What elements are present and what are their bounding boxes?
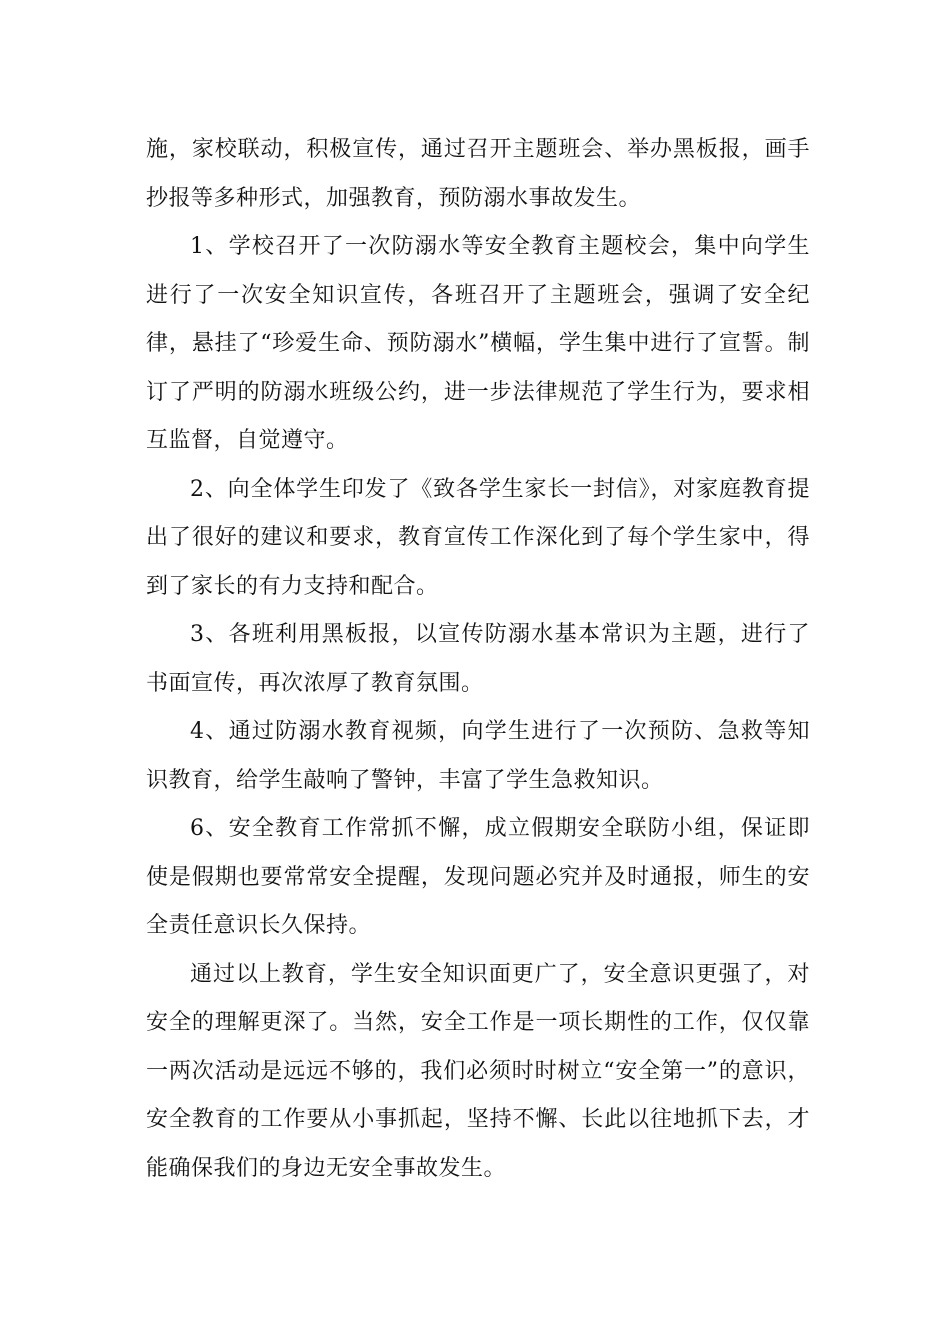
- paragraph-conclusion: 通过以上教育，学生安全知识面更广了，安全意识更强了，对安全的理解更深了。当然，安全工作是一项长期性的工作，仅仅靠一两次活动是远远不够的，我们必须时时树立“安全第一”的意识，安全教育的工作要从小事抓起，坚持不懈、长此以往地抓下去，才能确保我们的身边无安全事故发生。: [146, 961, 810, 1181]
- paragraph-item-4: 4、通过防溺水教育视频，向学生进行了一次预防、急救等知识教育，给学生敲响了警钟，丰富了学生急救知识。: [146, 719, 810, 793]
- paragraph-item-1: 1、学校召开了一次防溺水等安全教育主题校会，集中向学生进行了一次安全知识宣传，各班召开了主题班会，强调了安全纪律，悬挂了“珍爱生命、预防溺水”横幅，学生集中进行了宣誓。制订了严明的防溺水班级公约，进一步法律规范了学生行为，要求相互监督，自觉遵守。: [146, 234, 810, 453]
- paragraph-item-6: 6、安全教育工作常抓不懈，成立假期安全联防小组，保证即使是假期也要常常安全提醒，发现问题必究并及时通报，师生的安全责任意识长久保持。: [146, 816, 810, 938]
- document-body: [146, 126, 810, 1193]
- paragraph-item-2: 2、向全体学生印发了《致各学生家长一封信》，对家庭教育提出了很好的建议和要求，教育宣传工作深化到了每个学生家中，得到了家长的有力支持和配合。: [146, 476, 810, 599]
- paragraph-item-3: 3、各班利用黑板报，以宣传防溺水基本常识为主题，进行了书面宣传，再次浓厚了教育氛围。: [146, 622, 810, 696]
- paragraph-continuation: 施，家校联动，积极宣传，通过召开主题班会、举办黑板报，画手抄报等多种形式，加强教育，预防溺水事故发生。: [146, 137, 810, 211]
